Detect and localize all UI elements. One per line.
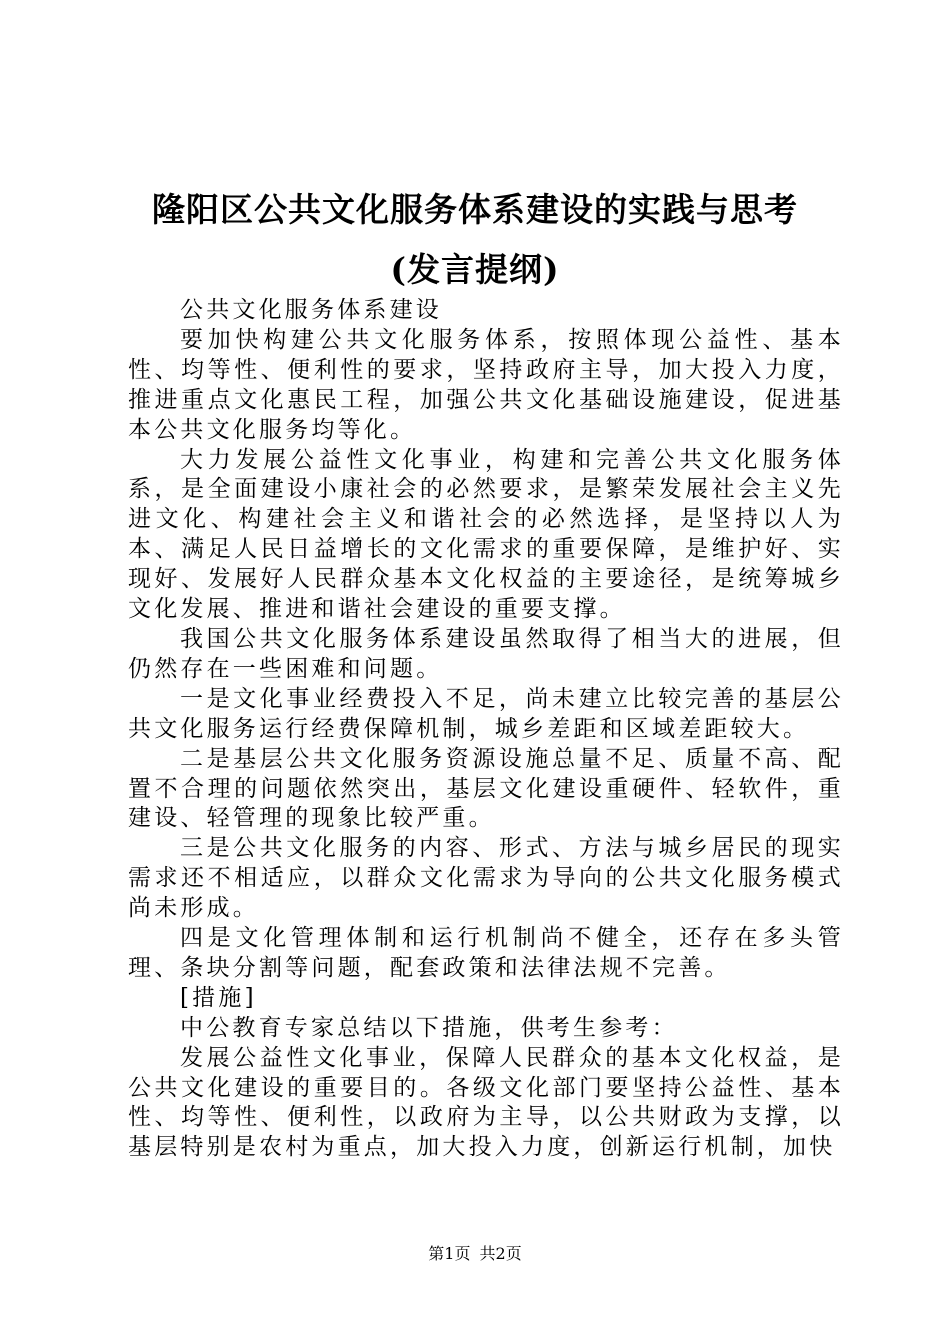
paragraph-measures-heading: [措施] (180, 984, 257, 1011)
document-subtitle: (发言提纲) (390, 250, 560, 289)
paragraph-section-heading: 公共文化服务体系建设 (180, 297, 442, 323)
paragraph-problem-4: 四是文化管理体制和运行机制尚不健全，还存在多头管理、条块分割等问题，配套政策和法律法规不完善。 (128, 925, 844, 981)
page-total: 共2页 (479, 1244, 522, 1263)
paragraph-problem-2: 二是基层公共文化服务资源设施总量不足、质量不高、配置不合理的问题依然突出，基层文化建设重硬件、轻软件，重建设、轻管理的现象比较严重。 (128, 745, 844, 832)
page-footer (0, 1244, 950, 1264)
document-body (128, 296, 844, 1163)
page-number: 第1页 (428, 1244, 471, 1263)
paragraph: 要加快构建公共文化服务体系，按照体现公益性、基本性、均等性、便利性的要求，坚持政府主导，加大投入力度，推进重点文化惠民工程，加强公共文化基础设施建设，促进基本公共文化服务均等化。 (128, 326, 844, 443)
paragraph-problem-1: 一是文化事业经费投入不足，尚未建立比较完善的基层公共文化服务运行经费保障机制，城乡差距和区域差距较大。 (128, 685, 844, 742)
paragraph: 大力发展公益性文化事业，构建和完善公共文化服务体系，是全面建设小康社会的必然要求，是繁荣发展社会主义先进文化、构建社会主义和谐社会的必然选择，是坚持以人为本、满足人民日益增长的文化需求的重要保障，是维护好、实现好、发展好人民群众基本文化权益的主要途径，是统筹城乡文化发展、推进和谐社会建设的重要支撑。 (128, 446, 844, 623)
document-title: 隆阳区公共文化服务体系建设的实践与思考 (152, 190, 798, 229)
paragraph: 发展公益性文化事业，保障人民群众的基本文化权益，是公共文化建设的重要目的。各级文化部门要坚持公益性、基本性、均等性、便利性，以政府为主导，以公共财政为支撑，以基层特别是农村为重点，加大投入力度，创新运行机制，加快 (128, 1044, 844, 1161)
paragraph: 我国公共文化服务体系建设虽然取得了相当大的进展，但仍然存在一些困难和问题。 (128, 625, 844, 682)
paragraph: 中公教育专家总结以下措施，供考生参考： (180, 1014, 678, 1041)
paragraph-problem-3: 三是公共文化服务的内容、形式、方法与城乡居民的现实需求还不相适应，以群众文化需求为导向的公共文化服务模式尚未形成。 (128, 835, 844, 922)
